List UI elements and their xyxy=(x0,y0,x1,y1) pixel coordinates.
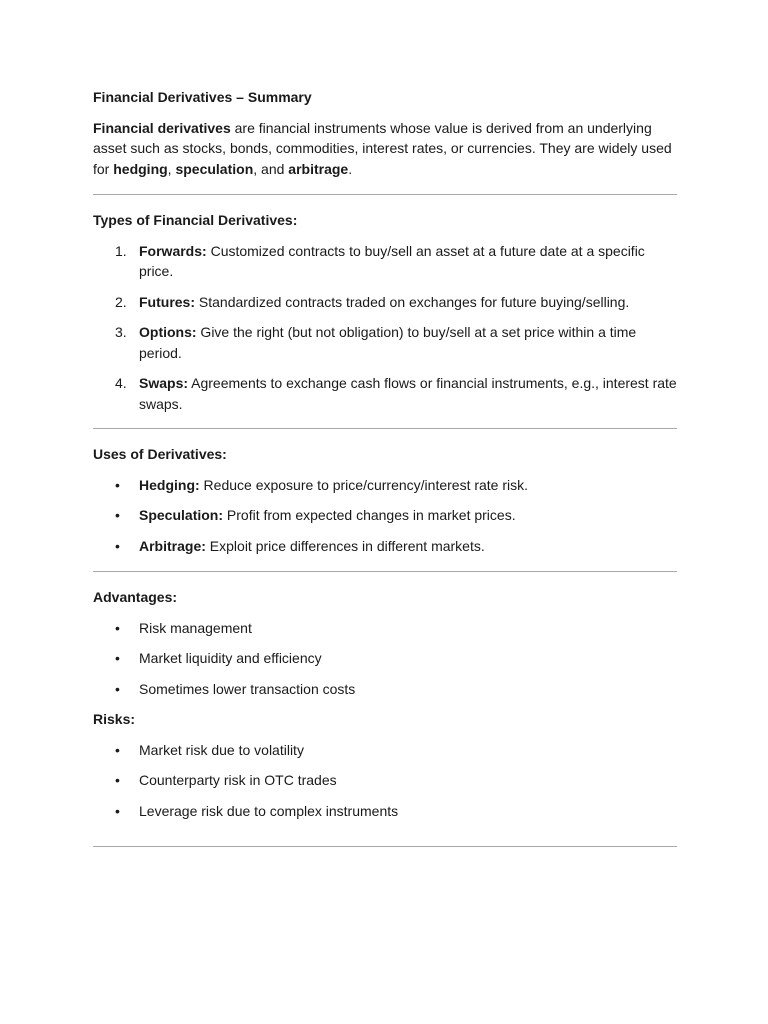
intro-arbitrage: arbitrage xyxy=(288,160,349,177)
item-number: 3. xyxy=(115,324,127,340)
item-desc: Reduce exposure to price/currency/interest rate risk. xyxy=(199,476,529,493)
item-desc: Give the right (but not obligation) to buy/sell at a set price within a time period. xyxy=(139,324,637,361)
item-desc: Customized contracts to buy/sell an asset at a future date at a specific price. xyxy=(139,242,645,279)
item-number: 4. xyxy=(115,375,127,391)
uses-heading: Uses of Derivatives: xyxy=(93,446,227,462)
bullet: • xyxy=(115,507,120,523)
intro-paragraph xyxy=(93,118,677,180)
types-item-forwards xyxy=(93,241,677,282)
risks-item xyxy=(93,801,677,822)
types-heading: Types of Financial Derivatives: xyxy=(93,212,298,228)
item-term: Arbitrage: xyxy=(139,537,206,554)
bullet: • xyxy=(115,680,120,697)
uses-item-hedging xyxy=(93,475,677,496)
types-item-swaps xyxy=(93,373,677,414)
bullet: • xyxy=(115,537,120,554)
intro-term: Financial derivatives xyxy=(93,119,231,136)
types-item-options xyxy=(93,322,677,363)
item-term: Swaps: xyxy=(139,375,189,391)
uses-item-arbitrage xyxy=(93,536,677,557)
advantages-list xyxy=(93,618,677,700)
advantages-item xyxy=(93,679,677,700)
types-list xyxy=(93,241,677,415)
item-number: 2. xyxy=(115,293,127,310)
risks-list xyxy=(93,740,677,822)
intro-hedging: hedging xyxy=(113,160,168,177)
item-term: Options: xyxy=(139,324,197,340)
uses-list xyxy=(93,475,677,557)
risks-heading: Risks: xyxy=(93,711,136,727)
item-text: Market risk due to volatility xyxy=(139,741,304,758)
item-desc: Standardized contracts traded on exchanges for future buying/selling. xyxy=(195,293,630,310)
advantages-item xyxy=(93,648,677,669)
advantages-item xyxy=(93,618,677,639)
item-text: Market liquidity and efficiency xyxy=(139,650,322,666)
types-item-futures xyxy=(93,292,677,313)
item-text: Counterparty risk in OTC trades xyxy=(139,772,337,788)
uses-item-speculation xyxy=(93,505,677,526)
intro-speculation: speculation xyxy=(175,160,254,177)
item-desc: Profit from expected changes in market prices. xyxy=(223,507,516,523)
intro-end: . xyxy=(348,160,353,177)
document-title: Financial Derivatives – Summary xyxy=(93,89,312,105)
risks-item xyxy=(93,740,677,761)
item-text: Leverage risk due to complex instruments xyxy=(139,802,399,819)
item-term: Forwards: xyxy=(139,242,207,259)
item-number: 1. xyxy=(115,242,127,259)
document-content xyxy=(93,87,677,847)
item-term: Futures: xyxy=(139,293,195,310)
item-desc: Agreements to exchange cash flows or financial instruments, e.g., interest rate swaps. xyxy=(139,375,677,412)
advantages-heading: Advantages: xyxy=(93,589,178,605)
bullet: • xyxy=(115,772,120,788)
item-term: Hedging: xyxy=(139,476,200,493)
bullet: • xyxy=(115,802,120,819)
intro-sep-1: , xyxy=(167,160,176,177)
item-text: Sometimes lower transaction costs xyxy=(139,680,356,697)
divider-3 xyxy=(93,571,677,572)
bullet: • xyxy=(115,741,120,758)
bullet: • xyxy=(115,619,120,636)
item-term: Speculation: xyxy=(139,507,224,523)
intro-text: are financial instruments whose value is derived from an underlying asset such as stocks, bonds, commodities, interest rates, or currencies. They are widely used for xyxy=(93,119,672,177)
divider-4 xyxy=(93,846,677,847)
bullet: • xyxy=(115,476,120,493)
divider-2 xyxy=(93,428,677,429)
item-desc: Exploit price differences in different markets. xyxy=(205,537,485,554)
bullet: • xyxy=(115,650,120,666)
divider-1 xyxy=(93,194,677,195)
intro-sep-2: , and xyxy=(253,160,289,177)
item-text: Risk management xyxy=(139,619,252,636)
risks-item xyxy=(93,770,677,791)
